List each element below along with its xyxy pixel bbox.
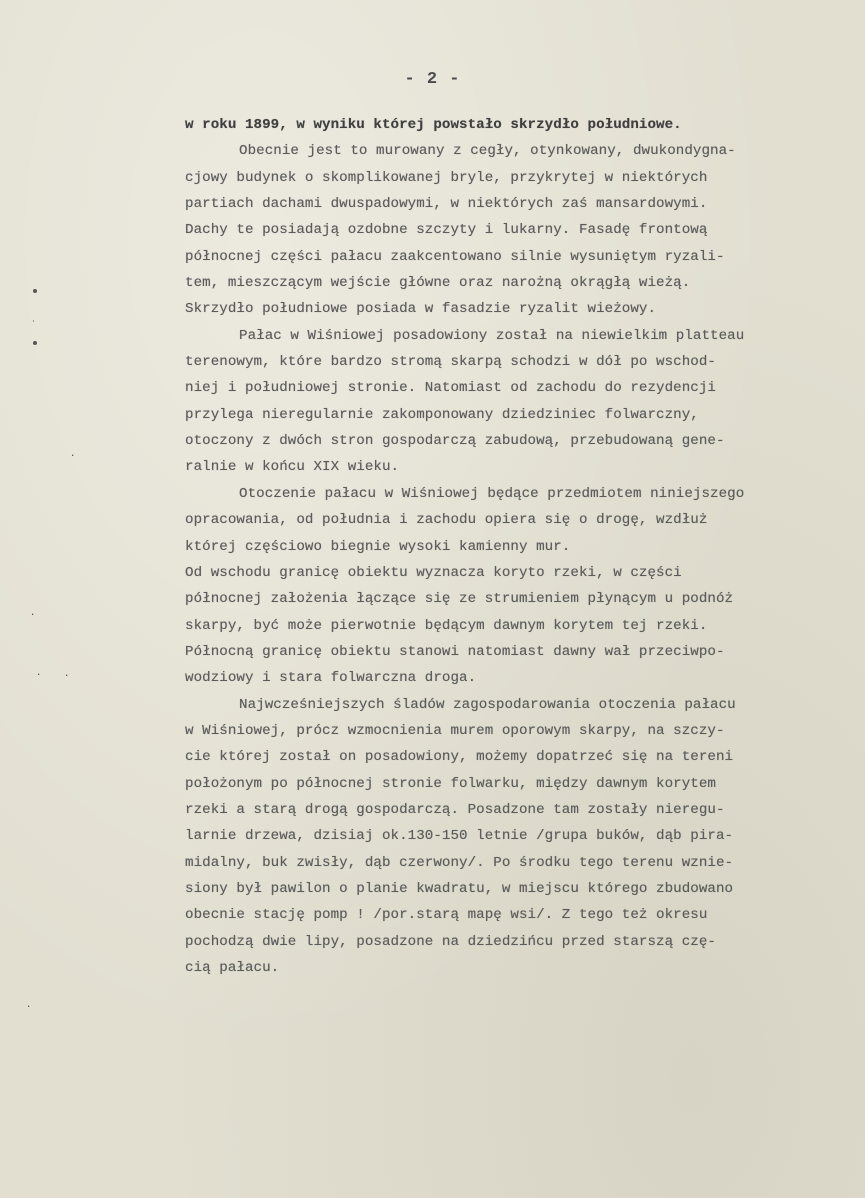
text-line: cią pałacu. xyxy=(185,960,280,976)
text-line: Skrzydło południowe posiada w fasadzie ryzalit wieżowy. xyxy=(185,301,657,318)
text-line: Dachy te posiadają ozdobne szczyty i lukarny. Fasadę frontową xyxy=(185,222,708,239)
text-line: położonym po północnej stronie folwarku, między dawnym korytem xyxy=(185,775,716,792)
text-line: północnej części pałacu zaakcentowano silnie wysuniętym ryzali- xyxy=(185,248,725,265)
text-line: opracowania, od południa i zachodu opiera się o drogę, wzdłuż xyxy=(185,512,708,529)
margin-dot xyxy=(33,289,37,293)
text-line: midalny, buk zwisły, dąb czerwony/. Po środku tego terenu wznie- xyxy=(185,854,734,871)
text-line: obecnie stację pomp ! /por.starą mapę wsi/. Z tego też okresu xyxy=(185,907,708,924)
text-line: pochodzą dwie lipy, posadzone na dziedzińcu przed starszą czę- xyxy=(185,933,716,950)
margin-mark: ⸒ xyxy=(32,313,35,323)
text-line: przylega nieregularnie zakomponowany dziedziniec folwarczny, xyxy=(185,406,699,423)
text-line: larnie drzewa, dzisiaj ok.130-150 letnie /grupa buków, dąb pira- xyxy=(185,828,734,845)
text-line: Obecnie jest to murowany z cegły, otynkowany, dwukondygna- xyxy=(239,143,736,160)
margin-dot xyxy=(33,341,37,345)
text-line: północnej założenia łączące się ze strumieniem płynącym u podnóż xyxy=(185,591,734,608)
margin-mark: · xyxy=(30,610,36,620)
text-line: Północną granicę obiektu stanowi natomiast dawny wał przeciwpo- xyxy=(185,643,725,660)
text-line: ralnie w końcu XIX wieku. xyxy=(185,459,400,476)
text-line: cie której został on posadowiony, możemy dopatrzeć się na tereni xyxy=(185,749,734,766)
typewritten-text xyxy=(185,112,860,981)
text-line: Otoczenie pałacu w Wiśniowej będące przedmiotem niniejszego xyxy=(239,485,745,502)
text-line: otoczony z dwóch stron gospodarczą zabudową, przebudowaną gene- xyxy=(185,433,725,450)
text-line: wodziowy i stara folwarczna droga. xyxy=(185,670,477,687)
text-line: terenowym, które bardzo stromą skarpą schodzi w dół po wschod- xyxy=(185,354,716,371)
text-line: Najwcześniejszych śladów zagospodarowania otoczenia pałacu xyxy=(239,696,736,713)
text-line: w Wiśniowej, prócz wzmocnienia murem oporowym skarpy, na szczy- xyxy=(185,722,725,739)
page-number: - 2 - xyxy=(404,70,461,89)
text-line: partiach dachami dwuspadowymi, w niektórych zaś mansardowymi. xyxy=(185,196,708,213)
text-line: niej i południowej stronie. Natomiast od zachodu do rezydencji xyxy=(185,380,716,397)
margin-mark: · xyxy=(36,670,42,680)
margin-mark: · xyxy=(70,451,76,461)
text-line: tem, mieszczącym wejście główne oraz narożną okrągłą wieżą. xyxy=(185,275,691,292)
text-line: skarpy, być może pierwotnie będącym dawnym korytem tej rzeki. xyxy=(185,617,708,634)
text-line: rzeki a starą drogą gospodarczą. Posadzone tam zostały nieregu- xyxy=(185,801,725,818)
text-line: Pałac w Wiśniowej posadowiony został na niewielkim platteau xyxy=(239,327,745,344)
text-line: cjowy budynek o skomplikowanej bryle, przykrytej w niektórych xyxy=(185,169,708,186)
text-line: Od wschodu granicę obiektu wyznacza koryto rzeki, w części xyxy=(185,564,682,581)
text-line: której częściowo biegnie wysoki kamienny mur. xyxy=(185,538,571,555)
margin-mark: · xyxy=(26,1002,32,1012)
text-line: w roku 1899, w wyniku której powstało skrzydło południowe. xyxy=(185,117,682,133)
margin-mark: · xyxy=(64,671,70,681)
text-line: siony był pawilon o planie kwadratu, w miejscu którego zbudowano xyxy=(185,880,734,897)
